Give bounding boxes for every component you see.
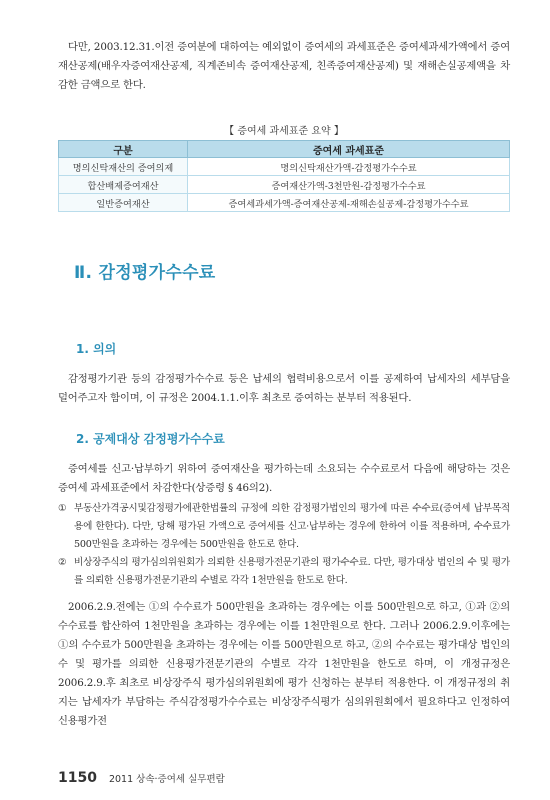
table-row	[59, 176, 510, 194]
table-row	[59, 194, 510, 212]
section-title: Ⅱ. 감정평가수수료	[74, 263, 216, 283]
page-footer	[58, 770, 225, 786]
list-item-marker: ②	[58, 557, 67, 568]
closing-paragraph: 2006.2.9.전에는 ①의 수수료가 500만원을 초과하는 경우에는 이를 500만원으로 하고, ①과 ②의 수수료를 합산하여 1천만원을 초과하는 경우에는 이를 1천만원으로 한다. 그러나 2006.2.9.이후에는 ①의 수수료가 500만원을 초과하는 경우에는 이를 500만원으로 하고, ②의 수수료는 평가대상 법인의 수 및 평가를 의뢰한 신용평가전문기관의 수별로 각각 1천만원을 한도로 하며, 이 개정규정은 2006.2.9.후 최초로 비상장주식 평가심의위원회에 평가 신청하는 분부터 적용한다. 이 개정규정의 취지는 납세자가 부담하는 주식감정평가수수료는 비상장주식평가 심의위원회에서 필요하다고 인정하여 신용평가전	[58, 601, 510, 727]
list-item	[58, 554, 510, 590]
list-item-marker: ①	[58, 503, 67, 514]
deductible-fees-list	[58, 500, 510, 590]
list-item	[58, 500, 510, 554]
table-title: 【 증여세 과세표준 요약 】	[224, 126, 344, 137]
table-cell-tax-base: 명의신탁재산가액-감정평가수수료	[188, 158, 510, 176]
page-number: 1150	[58, 770, 97, 786]
list-item-text: 비상장주식의 평가심의위원회가 의뢰한 신용평가전문기관의 평가수수료. 다만, 평가대상 법인의 수 및 평가를 의뢰한 신용평가전문기관의 수별로 각각 1천만원을 한도로 한다.	[74, 557, 510, 586]
book-title: 2011 상속·증여세 실무편람	[108, 774, 225, 785]
intro-paragraph: 다만, 2003.12.31.이전 증여분에 대하여는 예외없이 증여세의 과세표준은 증여세과세가액에서 증여재산공제(배우자증여재산공제, 직계존비속 증여재산공제, 친족증여재산공제) 및 재해손실공제액을 차감한 금액으로 한다.	[58, 41, 510, 91]
tax-base-summary-table	[58, 140, 510, 212]
table-header-category: 구분	[59, 141, 188, 158]
list-item-text: 부동산가격공시및감정평가에관한법률의 규정에 의한 감정평가법인의 평가에 따른 수수료(증여세 납부목적용에 한한다). 다만, 당해 평가된 가액으로 증여세를 신고·납부하는 경우에 한하여 이를 적용하며, 수수료가 500만원을 초과하는 경우에는 500만원을 한도로 한다.	[74, 503, 510, 550]
subsection-title-meaning: 1. 의의	[76, 342, 117, 356]
table-cell-category: 합산배제증여재산	[59, 176, 188, 194]
table-cell-tax-base: 증여재산가액-3천만원-감정평가수수료	[188, 176, 510, 194]
meaning-paragraph: 감정평가기관 등의 감정평가수수료 등은 납세의 협력비용으로서 이를 공제하여 납세자의 세부담을 덜어주고자 함이며, 이 규정은 2004.1.1.이후 최초로 증여하는 분부터 적용된다.	[58, 373, 510, 404]
table-header-tax-base: 증여세 과세표준	[188, 141, 510, 158]
table-cell-category: 일반증여재산	[59, 194, 188, 212]
subsection-title-deductible-fees: 2. 공제대상 감정평가수수료	[76, 432, 225, 446]
table-cell-tax-base: 증여세과세가액-증여재산공제-재해손실공제-감정평가수수료	[188, 194, 510, 212]
deductible-fees-paragraph: 증여세를 신고·납부하기 위하여 증여재산을 평가하는데 소요되는 수수료로서 다음에 해당하는 것은 증여세 과세표준에서 차감한다(상증령 § 46의2).	[58, 463, 510, 494]
table-row	[59, 158, 510, 176]
table-header-row	[59, 141, 510, 158]
table-cell-category: 명의신탁재산의 증여의제	[59, 158, 188, 176]
